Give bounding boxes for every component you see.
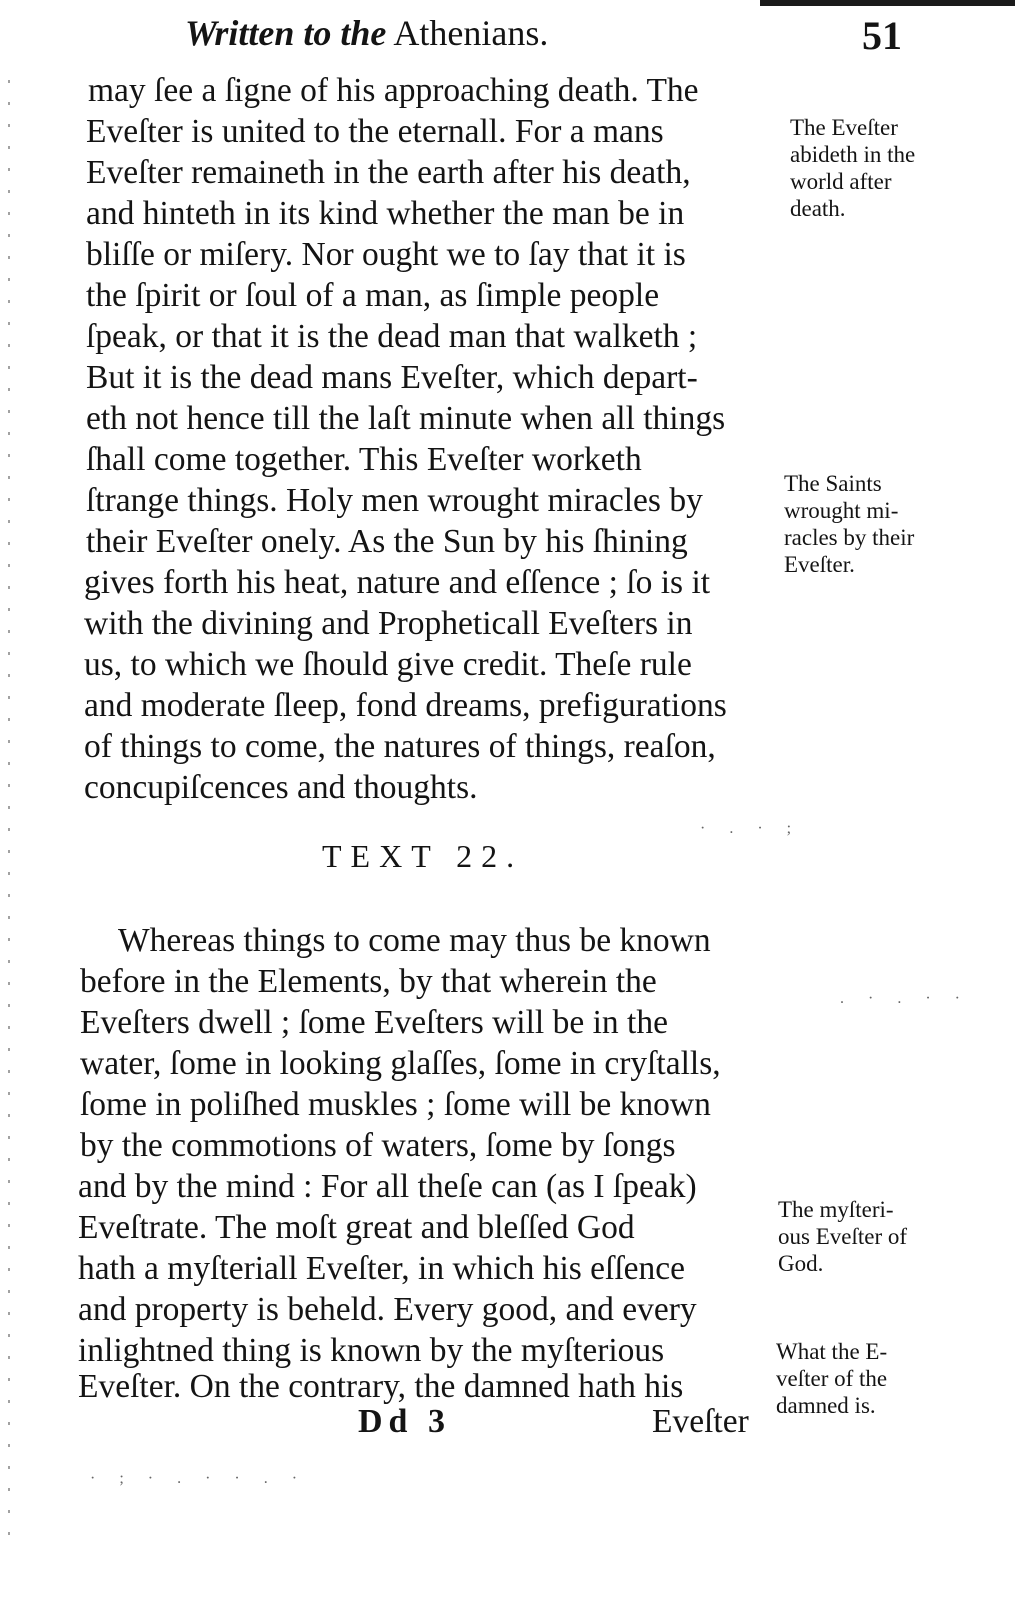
- text-line: Eveſters dwell ; ſome Eveſters will be in the: [80, 1004, 668, 1041]
- text-line: ſhall come together. This Eveſter worketh: [86, 441, 642, 478]
- margin-note-damned-eveſter: [776, 1338, 887, 1419]
- margin-note-line: God.: [778, 1251, 824, 1276]
- text-line: eth not hence till the laſt minute when all things: [86, 400, 726, 437]
- margin-note-myſterious-eveſter: [778, 1196, 907, 1277]
- text-line: with the divining and Propheticall Eveſters in: [84, 605, 693, 642]
- scan-noise: · ; · . · · . ·: [90, 1470, 308, 1487]
- text-line: the ſpirit or ſoul of a man, as ſimple people: [86, 277, 660, 314]
- text-line: water, ſome in looking glaſſes, ſome in cryſtalls,: [80, 1045, 721, 1082]
- text-line: But it is the dead mans Eveſter, which depart-: [86, 359, 698, 396]
- text-line: ſpeak, or that it is the dead man that walketh ;: [86, 318, 698, 355]
- catchword: Eveſter: [652, 1403, 749, 1440]
- margin-note-line: veſter of the: [776, 1366, 888, 1391]
- margin-note-line: wrought mi-: [784, 498, 899, 523]
- margin-note-line: death.: [790, 196, 846, 221]
- text-line: Eveſter remaineth in the earth after his death,: [86, 154, 691, 191]
- text-line: and by the mind : For all theſe can (as I ſpeak): [78, 1168, 697, 1205]
- margin-note-line: abideth in the: [790, 142, 916, 167]
- text-line: Eveſter. On the contrary, the damned hath his: [78, 1368, 684, 1405]
- text-line: Eveſter is united to the eternall. For a mans: [86, 113, 664, 150]
- text-line: before in the Elements, by that wherein the: [80, 963, 657, 1000]
- top-rule: [760, 0, 1015, 6]
- margin-note-line: What the E-: [776, 1339, 888, 1364]
- page-number: 51: [862, 13, 902, 58]
- text-line: hath a myſteriall Eveſter, in which his eſſence: [78, 1250, 686, 1287]
- text-line: and moderate ſleep, fond dreams, prefigurations: [84, 687, 727, 724]
- text-line: Eveſtrate. The moſt great and bleſſed God: [78, 1209, 635, 1246]
- margin-note-line: Eveſter.: [784, 552, 855, 577]
- text-line: concupiſcences and thoughts.: [84, 769, 478, 806]
- margin-note-saints-miracles: [784, 470, 914, 578]
- running-title-italic: Written to the: [185, 13, 387, 53]
- running-title-roman: Athenians.: [393, 13, 549, 53]
- text-line: may ſee a ſigne of his approaching death. The: [88, 72, 699, 109]
- text-line: of things to come, the natures of things, reaſon,: [84, 728, 716, 765]
- margin-note-eveſter-abideth: [790, 114, 915, 222]
- text-line: their Eveſter onely. As the Sun by his ſhining: [86, 523, 688, 560]
- margin-note-line: damned is.: [776, 1393, 876, 1418]
- text-line: bliſſe or miſery. Nor ought we to ſay that it is: [86, 236, 686, 273]
- margin-note-line: The Saints: [784, 471, 882, 496]
- text-line: us, to which we ſhould give credit. Theſe rule: [84, 646, 692, 683]
- margin-note-line: The myſteri-: [778, 1197, 894, 1222]
- text-line: and hinteth in its kind whether the man be in: [86, 195, 685, 232]
- text-line: ſtrange things. Holy men wrought miracles by: [86, 482, 703, 519]
- margin-note-line: The Eveſter: [790, 115, 898, 140]
- text-line: gives forth his heat, nature and eſſence ; ſo is it: [84, 564, 711, 601]
- text-line: inlightned thing is known by the myſterious: [78, 1332, 665, 1369]
- signature-mark: Dd 3: [358, 1403, 451, 1440]
- section-heading: TEXT 22.: [322, 838, 524, 874]
- margin-note-line: ous Eveſter of: [778, 1224, 908, 1249]
- text-line: by the commotions of waters, ſome by ſongs: [80, 1127, 676, 1164]
- page-edge-shadow: [8, 80, 10, 1540]
- running-title: [185, 12, 548, 54]
- margin-note-line: world after: [790, 169, 892, 194]
- scan-noise: . · . · ·: [840, 990, 970, 1007]
- text-line: and property is beheld. Every good, and every: [78, 1291, 697, 1328]
- margin-note-line: racles by their: [784, 525, 915, 550]
- scan-noise: · . · ;: [700, 820, 802, 837]
- text-line: ſome in poliſhed muskles ; ſome will be known: [80, 1086, 711, 1123]
- text-line: Whereas things to come may thus be known: [118, 922, 711, 959]
